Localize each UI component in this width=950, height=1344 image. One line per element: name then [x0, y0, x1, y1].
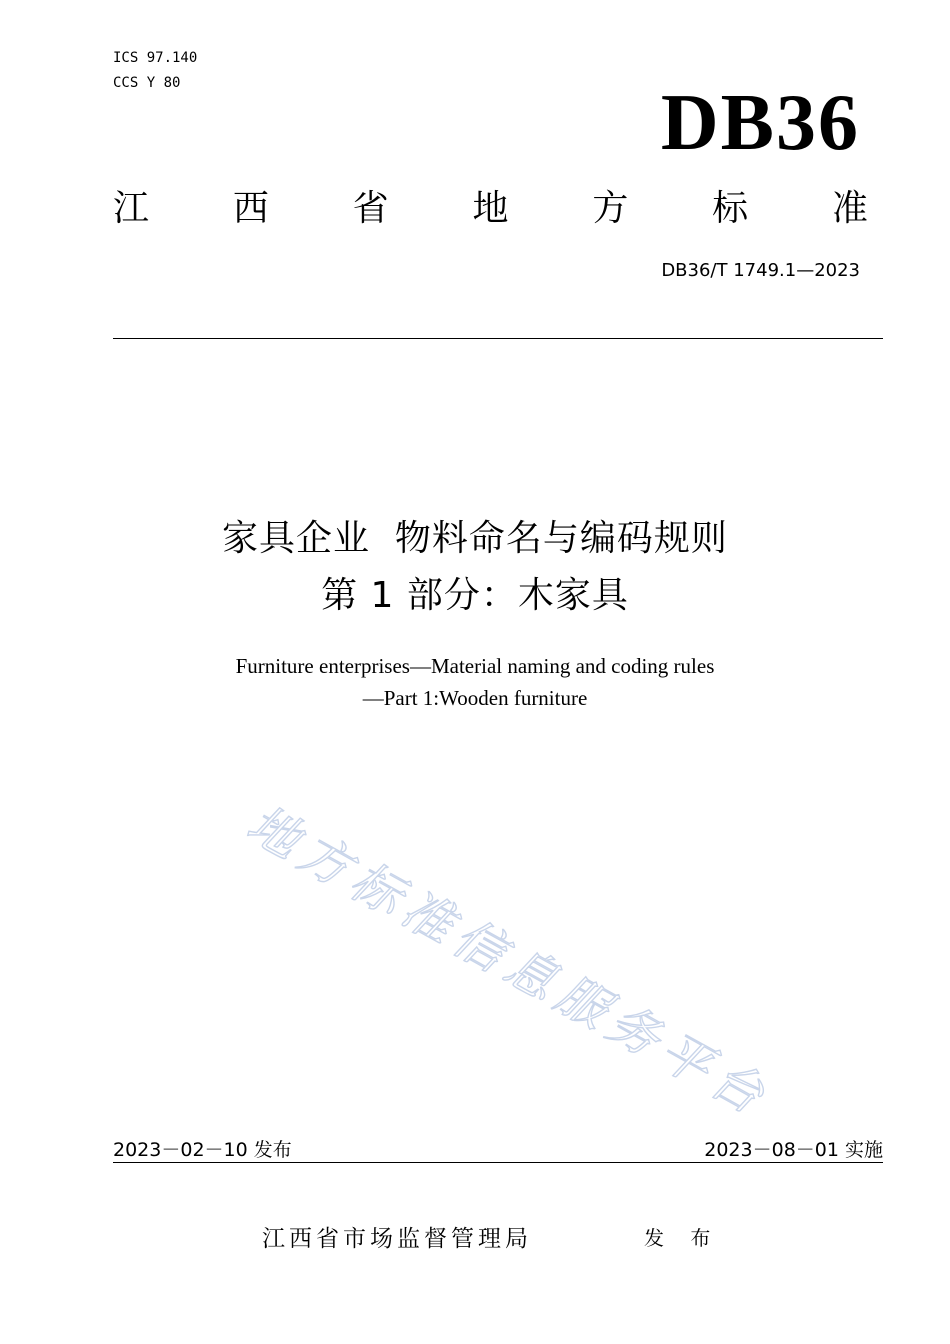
standard-type-char: 准: [831, 188, 868, 229]
standard-type-char: 西: [232, 188, 269, 229]
header-divider: [113, 338, 883, 339]
issue-date: 2023－02－10 发布: [113, 1139, 292, 1161]
issuing-authority: 江西省市场监督管理局: [262, 1226, 532, 1252]
db-logo: DB36: [660, 79, 860, 167]
watermark-char: 方: [289, 822, 362, 898]
standard-type-char: 省: [352, 188, 389, 229]
watermark-char: 台: [700, 1049, 773, 1125]
footer-divider: [113, 1162, 883, 1163]
watermark-char: 准: [392, 879, 464, 955]
standard-number: DB36/T 1749.1—2023: [661, 260, 860, 281]
issue-label: 发 布: [644, 1226, 721, 1250]
standard-type-char: 标: [712, 188, 749, 229]
watermark-char: 息: [494, 936, 567, 1012]
ics-code: ICS 97.140: [113, 50, 198, 66]
ccs-code: CCS Y 80: [113, 75, 181, 91]
title-chinese-line-2: 第 1 部分：木家具: [321, 575, 629, 616]
title-english-line-1: Furniture enterprises—Material naming and coding rules: [235, 654, 715, 678]
watermark-char: 信: [443, 907, 516, 983]
standard-type-char: 地: [472, 188, 509, 229]
watermark-char: 务: [597, 992, 670, 1068]
title-english-line-2: —Part 1:Wooden furniture: [362, 686, 588, 710]
watermark-char: 平: [649, 1021, 722, 1097]
watermark-char: 地: [237, 794, 310, 870]
standard-type: [113, 186, 868, 232]
implementation-date: 2023－08－01 实施: [704, 1139, 883, 1161]
title-chinese-line-1: 家具企业 物料命名与编码规则: [222, 518, 728, 559]
watermark-char: 标: [340, 851, 413, 927]
watermark-char: 服: [546, 964, 619, 1040]
standard-type-char: 方: [592, 188, 629, 229]
standard-type-char: 江: [113, 188, 150, 229]
